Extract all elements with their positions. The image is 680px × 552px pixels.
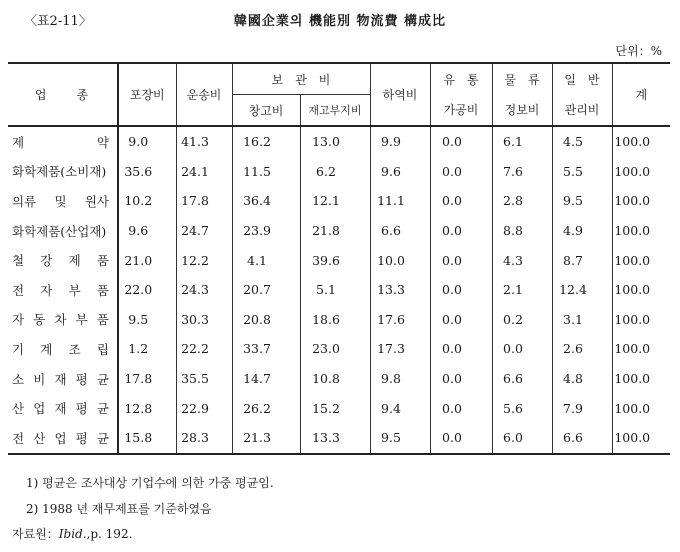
packaging-cell: 35.6	[118, 157, 176, 187]
transport-cell: 30.3	[176, 305, 232, 335]
total-cell: 100.0	[612, 393, 670, 423]
table-row	[8, 245, 670, 275]
total-cell: 100.0	[612, 423, 670, 454]
processing-cell: 0.0	[430, 305, 492, 335]
inventory-cell: 5.1	[300, 275, 370, 305]
source-page: ,p. 192.	[86, 527, 133, 541]
col-inventory: 재고부지비	[300, 95, 370, 127]
processing-cell: 0.0	[430, 275, 492, 305]
unit-label: 단위：%	[615, 44, 662, 58]
industry-cell	[8, 393, 118, 423]
warehouse-cell: 26.2	[232, 393, 300, 423]
industry-cell	[8, 305, 118, 335]
col-handling: 하역비	[370, 63, 430, 126]
inventory-cell: 12.1	[300, 186, 370, 216]
general-cell: 4.9	[552, 216, 612, 246]
info-cell: 7.6	[492, 157, 552, 187]
packaging-cell: 9.0	[118, 126, 176, 157]
industry-cell	[8, 126, 118, 157]
industry-cell	[8, 423, 118, 454]
warehouse-cell: 20.7	[232, 275, 300, 305]
col-transport: 운송비	[176, 63, 232, 126]
info-cell: 6.6	[492, 364, 552, 394]
handling-cell: 13.3	[370, 275, 430, 305]
warehouse-cell: 36.4	[232, 186, 300, 216]
industry-cell	[8, 364, 118, 394]
handling-cell: 9.6	[370, 157, 430, 187]
processing-cell: 0.0	[430, 334, 492, 364]
table-row	[8, 393, 670, 423]
handling-cell: 17.3	[370, 334, 430, 364]
industry-label: 제 약	[12, 134, 109, 150]
col-processing-bottom: 가공비	[430, 95, 492, 127]
processing-cell: 0.0	[430, 393, 492, 423]
industry-label: 기 계 조 립	[12, 341, 109, 357]
col-general-top: 일 반	[552, 63, 612, 95]
info-cell: 2.1	[492, 275, 552, 305]
packaging-cell: 21.0	[118, 245, 176, 275]
warehouse-cell: 4.1	[232, 245, 300, 275]
source-label: 자료원：	[12, 527, 59, 541]
processing-cell: 0.0	[430, 216, 492, 246]
warehouse-cell: 23.9	[232, 216, 300, 246]
warehouse-cell: 33.7	[232, 334, 300, 364]
transport-cell: 41.3	[176, 126, 232, 157]
total-cell: 100.0	[612, 186, 670, 216]
handling-cell: 11.1	[370, 186, 430, 216]
col-processing-top: 유 통	[430, 63, 492, 95]
packaging-cell: 1.2	[118, 334, 176, 364]
industry-label: 자 동 차 부 품	[12, 312, 109, 328]
industry-label: 소 비 재 평 균	[12, 371, 109, 387]
general-cell: 6.6	[552, 423, 612, 454]
table-row	[8, 305, 670, 335]
transport-cell: 22.9	[176, 393, 232, 423]
table-title: 韓國企業의 機能別 物流費 構成比	[233, 14, 447, 29]
table-row	[8, 275, 670, 305]
general-cell: 4.8	[552, 364, 612, 394]
table-row	[8, 423, 670, 454]
col-packaging: 포장비	[118, 63, 176, 126]
info-cell: 4.3	[492, 245, 552, 275]
info-cell: 6.1	[492, 126, 552, 157]
processing-cell: 0.0	[430, 157, 492, 187]
handling-cell: 6.6	[370, 216, 430, 246]
packaging-cell: 22.0	[118, 275, 176, 305]
table-row	[8, 186, 670, 216]
industry-label: 화학제품(산업재)	[12, 223, 107, 239]
handling-cell: 9.4	[370, 393, 430, 423]
transport-cell: 28.3	[176, 423, 232, 454]
inventory-cell: 18.6	[300, 305, 370, 335]
processing-cell: 0.0	[430, 423, 492, 454]
packaging-cell: 15.8	[118, 423, 176, 454]
source-ref: Ibid.	[58, 527, 87, 541]
total-cell: 100.0	[612, 334, 670, 364]
col-warehouse: 창고비	[232, 95, 300, 127]
processing-cell: 0.0	[430, 186, 492, 216]
transport-cell: 17.8	[176, 186, 232, 216]
packaging-cell: 9.6	[118, 216, 176, 246]
total-cell: 100.0	[612, 157, 670, 187]
table-row	[8, 157, 670, 187]
general-cell: 3.1	[552, 305, 612, 335]
info-cell: 5.6	[492, 393, 552, 423]
industry-cell	[8, 157, 118, 187]
inventory-cell: 13.3	[300, 423, 370, 454]
handling-cell: 9.5	[370, 423, 430, 454]
handling-cell: 9.8	[370, 364, 430, 394]
packaging-cell: 12.8	[118, 393, 176, 423]
transport-cell: 35.5	[176, 364, 232, 394]
total-cell: 100.0	[612, 245, 670, 275]
total-cell: 100.0	[612, 126, 670, 157]
general-cell: 5.5	[552, 157, 612, 187]
info-cell: 8.8	[492, 216, 552, 246]
table-row	[8, 334, 670, 364]
packaging-cell: 17.8	[118, 364, 176, 394]
col-info-top: 물 류	[492, 63, 552, 95]
transport-cell: 24.3	[176, 275, 232, 305]
general-cell: 4.5	[552, 126, 612, 157]
info-cell: 2.8	[492, 186, 552, 216]
processing-cell: 0.0	[430, 126, 492, 157]
inventory-cell: 6.2	[300, 157, 370, 187]
transport-cell: 24.7	[176, 216, 232, 246]
handling-cell: 17.6	[370, 305, 430, 335]
col-general-bottom: 관리비	[552, 95, 612, 127]
packaging-cell: 10.2	[118, 186, 176, 216]
warehouse-cell: 21.3	[232, 423, 300, 454]
table-number: 〈표2-11〉	[24, 14, 92, 29]
inventory-cell: 39.6	[300, 245, 370, 275]
general-cell: 12.4	[552, 275, 612, 305]
industry-cell	[8, 245, 118, 275]
footnote-1: 1) 평균은 조사대상 기업수에 의한 가중 평균임.	[26, 476, 274, 490]
industry-cell	[8, 216, 118, 246]
handling-cell: 10.0	[370, 245, 430, 275]
industry-label: 의류 및 원사	[12, 193, 109, 209]
inventory-cell: 23.0	[300, 334, 370, 364]
industry-label: 전 자 부 품	[12, 282, 109, 298]
inventory-cell: 15.2	[300, 393, 370, 423]
logistics-cost-table	[8, 62, 670, 455]
packaging-cell: 9.5	[118, 305, 176, 335]
inventory-cell: 13.0	[300, 126, 370, 157]
general-cell: 9.5	[552, 186, 612, 216]
info-cell: 0.2	[492, 305, 552, 335]
handling-cell: 9.9	[370, 126, 430, 157]
general-cell: 8.7	[552, 245, 612, 275]
col-storage-group: 보 관 비	[232, 63, 370, 95]
table-body	[8, 126, 670, 454]
col-industry: 업 종	[8, 63, 118, 126]
table-row	[8, 126, 670, 157]
processing-cell: 0.0	[430, 364, 492, 394]
footnote-2: 2) 1988 년 재무제표를 기준하였음	[26, 502, 212, 516]
footnotes	[26, 470, 274, 522]
industry-label: 산 업 재 평 균	[12, 401, 109, 417]
table-header	[0, 6, 680, 30]
warehouse-cell: 20.8	[232, 305, 300, 335]
industry-cell	[8, 334, 118, 364]
col-total: 계	[612, 63, 670, 126]
table-row	[8, 364, 670, 394]
industry-label: 철 강 제 품	[12, 253, 109, 269]
general-cell: 7.9	[552, 393, 612, 423]
inventory-cell: 21.8	[300, 216, 370, 246]
industry-cell	[8, 275, 118, 305]
warehouse-cell: 11.5	[232, 157, 300, 187]
industry-label: 전 산 업 평 균	[12, 430, 109, 446]
table-row	[8, 216, 670, 246]
info-cell: 0.0	[492, 334, 552, 364]
info-cell: 6.0	[492, 423, 552, 454]
transport-cell: 22.2	[176, 334, 232, 364]
total-cell: 100.0	[612, 364, 670, 394]
industry-label: 화학제품(소비재)	[12, 164, 107, 180]
industry-cell	[8, 186, 118, 216]
transport-cell: 12.2	[176, 245, 232, 275]
source-line	[12, 525, 132, 542]
total-cell: 100.0	[612, 305, 670, 335]
general-cell: 2.6	[552, 334, 612, 364]
total-cell: 100.0	[612, 216, 670, 246]
warehouse-cell: 14.7	[232, 364, 300, 394]
processing-cell: 0.0	[430, 245, 492, 275]
transport-cell: 24.1	[176, 157, 232, 187]
col-info-bottom: 정보비	[492, 95, 552, 127]
warehouse-cell: 16.2	[232, 126, 300, 157]
inventory-cell: 10.8	[300, 364, 370, 394]
total-cell: 100.0	[612, 275, 670, 305]
